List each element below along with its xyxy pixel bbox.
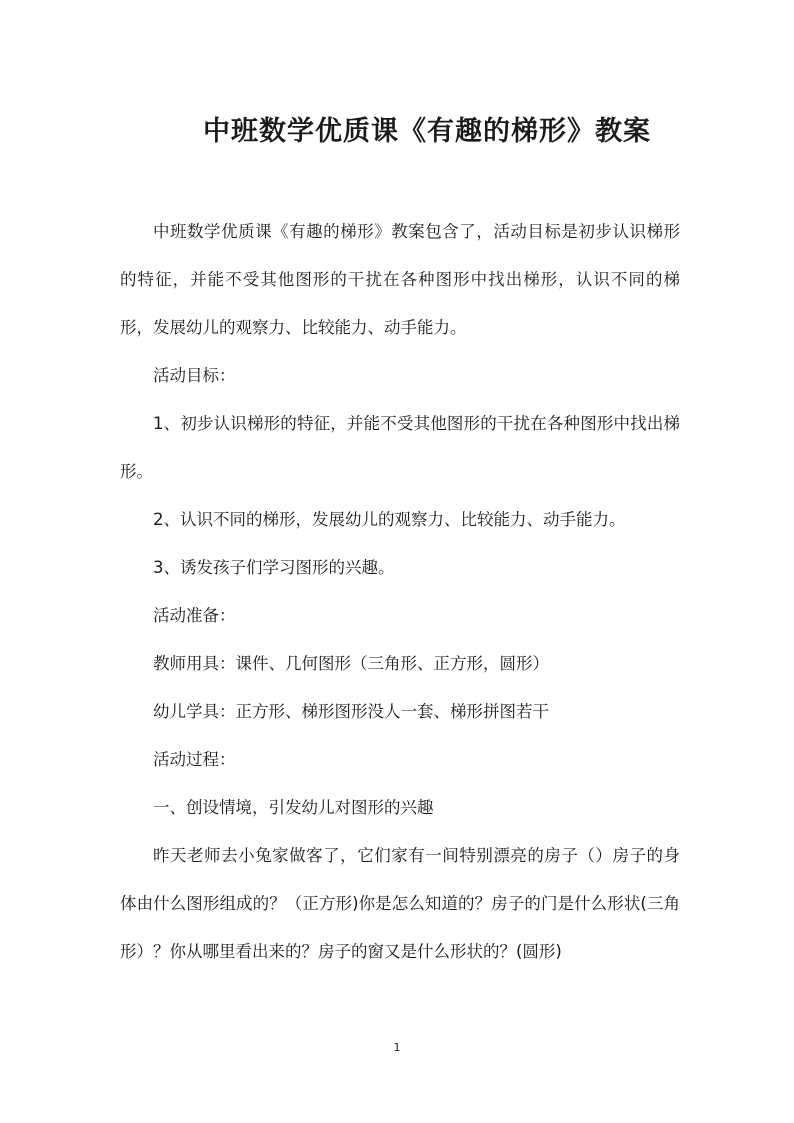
paragraph-process-heading: 活动过程： xyxy=(153,750,236,769)
document-title: 中班数学优质课《有趣的梯形》教案 xyxy=(203,116,651,148)
paragraph-teacher-tools: 教师用具：课件、几何图形（三角形、正方形，圆形） xyxy=(153,654,549,673)
paragraph-intro: 中班数学优质课《有趣的梯形》教案包含了，活动目标是初步认识梯形的特征，并能不受其他图形的干扰在各种图形中找出梯形，认识不同的梯形，发展幼儿的观察力、比较能力、动手能力。 xyxy=(120,222,680,337)
paragraph-goal-2: 2、认识不同的梯形，发展幼儿的观察力、比较能力、动手能力。 xyxy=(153,510,626,529)
paragraph-goal-1: 1、初步认识梯形的特征，并能不受其他图形的干扰在各种图形中找出梯形。 xyxy=(120,414,680,481)
paragraph-child-tools: 幼儿学具：正方形、梯形图形没人一套、梯形拼图若干 xyxy=(153,702,549,721)
paragraph-goal-3: 3、诱发孩子们学习图形的兴趣。 xyxy=(153,558,395,577)
document-body xyxy=(120,208,680,976)
paragraph-step-1: 一、创设情境，引发幼儿对图形的兴趣 xyxy=(153,798,434,817)
page-number: 1 xyxy=(393,1041,401,1054)
paragraph-goals-heading: 活动目标： xyxy=(153,366,236,385)
paragraph-story: 昨天老师去小兔家做客了，它们家有一间特别漂亮的房子（）房子的身体由什么图形组成的？（正方形)你是怎么知道的？房子的门是什么形状(三角形）？你从哪里看出来的？房子的窗又是什么形状的？(圆形) xyxy=(120,846,680,961)
paragraph-prep-heading: 活动准备： xyxy=(153,606,236,625)
